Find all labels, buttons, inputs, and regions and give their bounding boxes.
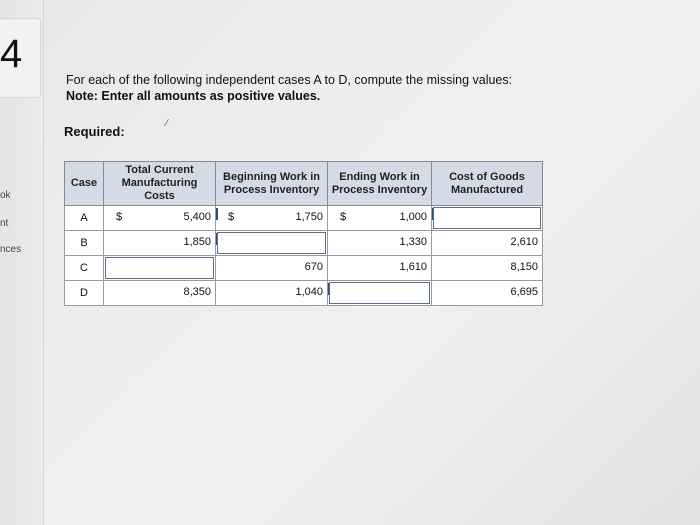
currency-symbol: $ [116,211,123,223]
instructions [66,72,512,104]
tick-mark: ∕ [166,118,168,129]
tcm-input-c[interactable] [105,257,214,279]
ewip-input-d[interactable] [329,282,430,304]
currency-symbol: $ [340,211,347,223]
header-case: Case [65,162,104,206]
sidebar-label-nt[interactable]: nt [0,218,9,229]
instruction-text: For each of the following independent cases A to D, compute the missing values: [66,73,513,87]
question-number: 4 [0,32,23,76]
ewip-value: 1,330 [399,236,427,248]
bwip-value: 1,040 [295,286,323,298]
note-text: Note: Enter all amounts as positive values. [66,89,321,103]
case-label: C [65,256,104,281]
bwip-value: 1,750 [295,211,323,223]
ewip-value: 1,000 [399,211,427,223]
case-label: D [65,281,104,306]
bwip-input-b[interactable] [217,232,326,254]
required-label: Required: [64,124,125,139]
header-total-current-manufacturing-costs: Total Current Manufacturing Costs [104,162,216,206]
cogm-value: 6,695 [510,286,538,298]
sidebar-label-nces[interactable]: nces [0,244,22,255]
left-sidebar [0,0,44,525]
case-label: A [65,206,104,231]
tcm-value: 8,350 [183,286,211,298]
case-label: B [65,231,104,256]
header-beginning-wip: Beginning Work in Process Inventory [216,162,328,206]
cogm-input-a[interactable] [433,207,541,229]
tcm-value: 5,400 [183,211,211,223]
currency-symbol: $ [228,211,235,223]
cogm-value: 8,150 [510,261,538,273]
table-row [65,206,543,231]
ewip-value: 1,610 [399,261,427,273]
table-row [65,231,543,256]
header-ending-wip: Ending Work in Process Inventory [328,162,432,206]
table-row [65,256,543,281]
header-cost-of-goods-manufactured: Cost of Goods Manufactured [432,162,543,206]
bwip-value: 670 [304,261,323,273]
table-row [65,281,543,306]
manufacturing-costs-table [64,161,543,306]
cogm-value: 2,610 [510,236,538,248]
tcm-value: 1,850 [183,236,211,248]
sidebar-label-ok[interactable]: ok [0,190,11,201]
